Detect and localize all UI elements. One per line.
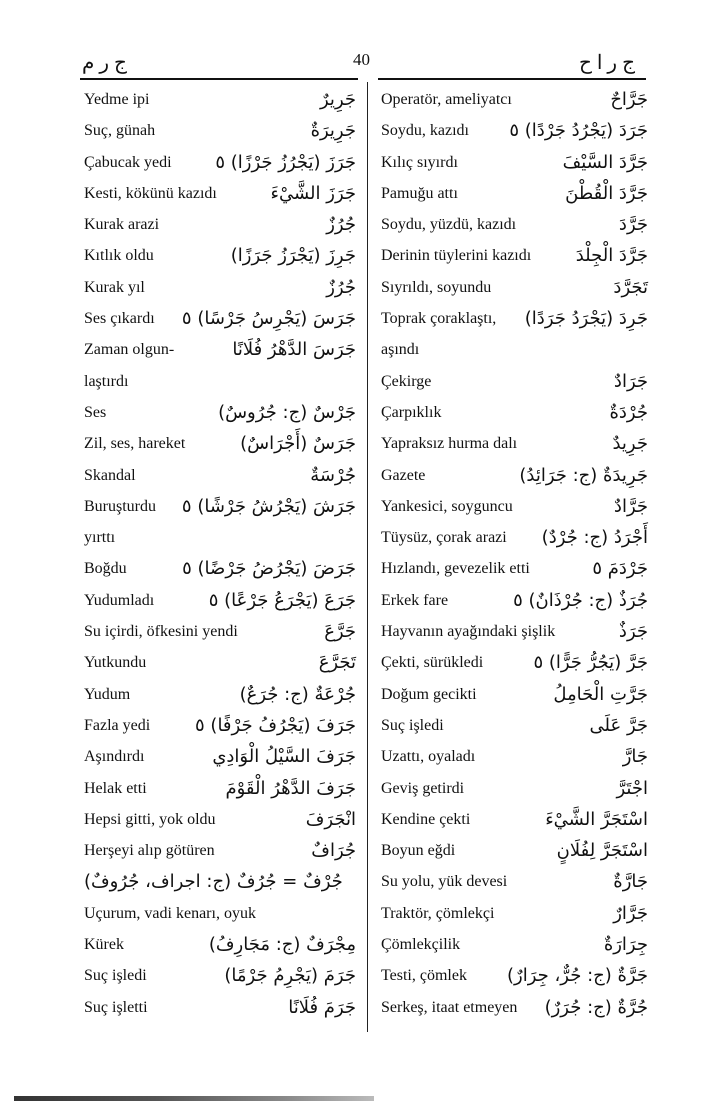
left-column [84, 84, 356, 1023]
arabic-headword: جَرَّةٌ (ج: جُرٌّ، جِرَارٌ) [506, 965, 648, 987]
turkish-meaning: Kurak yıl [84, 278, 145, 296]
arabic-headword: جَرَمَ فُلَانًا [288, 996, 356, 1018]
dictionary-entry [381, 303, 648, 334]
dictionary-entry [381, 209, 648, 240]
dictionary-entry [381, 460, 648, 491]
arabic-headword: جَرَشَ (يَجْرُشُ جَرْشًا) ٥ [181, 495, 356, 517]
arabic-headword: مِجْرَفٌ (ج: مَجَارِفُ) [208, 934, 356, 956]
dictionary-entry [381, 272, 648, 303]
dictionary-entry [84, 209, 356, 240]
dictionary-entry [84, 115, 356, 146]
dictionary-entry [84, 616, 356, 647]
dictionary-entry [84, 240, 356, 271]
dictionary-entry [84, 147, 356, 178]
turkish-meaning: Testi, çömlek [381, 967, 467, 985]
arabic-headword: جُرُزٌ [326, 214, 356, 236]
turkish-meaning: yırttı [84, 529, 116, 547]
arabic-headword: جَارَّةٌ [613, 871, 648, 893]
turkish-meaning: Çabucak yedi [84, 153, 172, 171]
page-number: 40 [353, 50, 370, 69]
header-rule-right [378, 78, 646, 80]
arabic-headword: جُرْدَةٌ [609, 401, 648, 423]
dictionary-entry [381, 804, 648, 835]
turkish-meaning: Çarpıklık [381, 403, 442, 421]
turkish-meaning: Yapraksız hurma dalı [381, 435, 518, 453]
turkish-meaning: Suç işledi [381, 716, 444, 734]
dictionary-entry [84, 585, 356, 616]
turkish-meaning: laştırdı [84, 372, 129, 390]
dictionary-entry [84, 84, 356, 115]
arabic-headword: جَرْسٌ (ج: جُرُوسٌ) [218, 401, 356, 423]
scan-edge-artifact [14, 1096, 374, 1101]
dictionary-entry [381, 585, 648, 616]
arabic-headword: جَرَسٌ (أَجْرَاسٌ) [240, 433, 356, 455]
dictionary-entry [381, 115, 648, 146]
arabic-headword: جَرَادٌ [613, 370, 648, 392]
turkish-meaning: Ses [84, 403, 107, 421]
turkish-meaning: Su yolu, yük devesi [381, 873, 508, 891]
turkish-meaning: Soydu, yüzdü, kazıdı [381, 216, 517, 234]
arabic-headword: جَرَّتِ الْحَامِلُ [553, 683, 648, 705]
turkish-meaning: Erkek fare [381, 591, 449, 609]
dictionary-entry [381, 960, 648, 991]
dictionary-entry [381, 992, 648, 1023]
dictionary-entry [381, 929, 648, 960]
arabic-headword: جَرَذٌ [618, 621, 648, 643]
arabic-headword: جَرِيرَةٌ [310, 120, 356, 142]
turkish-meaning: Uzattı, oyaladı [381, 748, 476, 766]
arabic-headword: جَرَعَ (يَجْرَعُ جَرْعًا) ٥ [208, 589, 356, 611]
turkish-meaning: Ses çıkardı [84, 310, 155, 328]
arabic-headword: جَرِدَ (يَجْرَدُ جَرَدًا) [524, 308, 648, 330]
dictionary-entry [84, 428, 356, 459]
column-divider [367, 82, 368, 1032]
arabic-headword: جَرْدَمَ ٥ [592, 558, 648, 580]
arabic-headword: جُرُزٌ [326, 276, 356, 298]
dictionary-entry [84, 522, 356, 553]
turkish-meaning: Aşındırdı [84, 748, 145, 766]
turkish-meaning: Yutkundu [84, 654, 147, 672]
turkish-meaning: Suç, günah [84, 122, 156, 140]
turkish-meaning: Doğum gecikti [381, 685, 477, 703]
turkish-meaning: Kılıç sıyırdı [381, 153, 458, 171]
dictionary-entry [381, 741, 648, 772]
dictionary-entry [84, 647, 356, 678]
turkish-meaning: aşındı [381, 341, 420, 359]
turkish-meaning: Fazla yedi [84, 716, 151, 734]
dictionary-entry [381, 616, 648, 647]
turkish-meaning: Kendine çekti [381, 810, 471, 828]
turkish-meaning: Kurak arazi [84, 216, 160, 234]
arabic-headword: جَرَّ عَلَى [589, 714, 648, 736]
arabic-headword: اسْتَجَرَّ لِفُلَانٍ [556, 840, 648, 862]
turkish-meaning: Çömlekçilik [381, 936, 461, 954]
turkish-meaning: Pamuğu attı [381, 184, 458, 202]
turkish-meaning: Hızlandı, gevezelik etti [381, 560, 530, 578]
dictionary-entry [381, 553, 648, 584]
arabic-headword: جُرَّةٌ (ج: جُرَرٌ) [544, 996, 648, 1018]
dictionary-entry [84, 710, 356, 741]
arabic-headword: جُرَافٌ [311, 840, 356, 862]
dictionary-entry [84, 741, 356, 772]
arabic-headword: جَرَسَ الدَّهْرُ فُلَانًا [232, 339, 356, 361]
turkish-meaning: Herşeyi alıp götüren [84, 842, 215, 860]
dictionary-entry [84, 303, 356, 334]
turkish-meaning: Kıtlık oldu [84, 247, 154, 265]
right-column [381, 84, 648, 1023]
turkish-meaning: Zil, ses, hareket [84, 435, 186, 453]
turkish-meaning: Tüysüz, çorak arazi [381, 529, 507, 547]
turkish-meaning: Yudum [84, 685, 131, 703]
arabic-headword: جِرَارَةٌ [603, 934, 648, 956]
header-root-letters-left: ج ر م [82, 52, 127, 74]
arabic-headword: تَجَرَّعَ [318, 652, 356, 674]
dictionary-entry [84, 553, 356, 584]
turkish-meaning: Yankesici, soyguncu [381, 497, 513, 515]
dictionary-entry [84, 992, 356, 1023]
turkish-meaning: Hayvanın ayağındaki şişlik [381, 623, 556, 641]
arabic-headword: جَرَدَ (يَجْرُدُ جَرْدًا) ٥ [509, 120, 648, 142]
dictionary-entry [84, 366, 356, 397]
turkish-meaning: Uçurum, vadi kenarı, oyuk [84, 904, 256, 922]
turkish-meaning: Kesti, kökünü kazıdı [84, 184, 217, 202]
arabic-headword: جُرْعَةٌ (ج: جُرَعٌ) [239, 683, 356, 705]
dictionary-entry [381, 428, 648, 459]
dictionary-entry [381, 679, 648, 710]
arabic-headword: جَرَزَ (يَجْرُزُ جَرْزًا) ٥ [215, 151, 356, 173]
dictionary-entry [84, 929, 356, 960]
turkish-meaning: Buruşturdu [84, 497, 156, 515]
turkish-meaning: Su içirdi, öfkesini yendi [84, 623, 238, 641]
dictionary-entry [381, 334, 648, 365]
turkish-meaning: Çekirge [381, 372, 432, 390]
arabic-headword: جَرَمَ (يَجْرِمُ جَرْمًا) [224, 965, 356, 987]
arabic-headword: جَرَّدَ الْجِلْدَ [575, 245, 648, 267]
turkish-meaning: Yudumladı [84, 591, 155, 609]
arabic-headword: جَارَّ [622, 746, 648, 768]
dictionary-entry [84, 866, 356, 897]
header-rule-left [80, 78, 358, 80]
arabic-headword: انْجَرَفَ [305, 808, 356, 830]
arabic-headword: أَجْرَدُ (ج: جُرْدٌ) [541, 527, 648, 549]
arabic-headword: جَرِيرٌ [320, 89, 356, 110]
dictionary-entry [84, 898, 356, 929]
dictionary-entry [381, 84, 648, 115]
arabic-headword: جَرَّاحٌ [610, 89, 648, 110]
turkish-meaning: Traktör, çömlekçi [381, 904, 495, 922]
arabic-headword: جَرَزَ الشَّيْءَ [270, 182, 356, 204]
arabic-headword: جَرَفَ الدَّهْرُ الْقَوْمَ [225, 777, 356, 799]
arabic-headword: اجْتَرَّ [616, 777, 648, 799]
turkish-meaning: Suç işletti [84, 998, 148, 1016]
arabic-headword: جَرَّارٌ [613, 902, 648, 924]
arabic-headword: جَرَّعَ [324, 621, 356, 643]
turkish-meaning: Hepsi gitti, yok oldu [84, 810, 216, 828]
dictionary-entry [84, 178, 356, 209]
dictionary-entry [381, 240, 648, 271]
turkish-meaning: Sıyrıldı, soyundu [381, 278, 492, 296]
dictionary-entry [84, 491, 356, 522]
arabic-headword: جَرِزَ (يَجْرَزُ جَرَزًا) [230, 245, 356, 267]
turkish-meaning: Yedme ipi [84, 91, 150, 108]
turkish-meaning: Gazete [381, 466, 426, 484]
dictionary-entry [381, 147, 648, 178]
arabic-headword: جَرَّدَ الْقُطْنَ [565, 182, 648, 204]
turkish-meaning: Çekti, sürükledi [381, 654, 484, 672]
turkish-meaning: Helak etti [84, 779, 147, 797]
dictionary-entry [381, 397, 648, 428]
turkish-meaning: Toprak çoraklaştı, [381, 310, 497, 328]
arabic-headword: تَجَرَّدَ [613, 276, 648, 298]
turkish-meaning: Kürek [84, 936, 124, 954]
dictionary-entry [381, 647, 648, 678]
turkish-meaning: Soydu, kazıdı [381, 122, 469, 140]
arabic-headword: جَرَّ (يَجُرُّ جَرًّا) ٥ [533, 652, 648, 674]
arabic-headword: جُرْفٌ = جُرُفٌ (ج: اجراف، جُرُوفٌ) [84, 871, 343, 893]
arabic-headword: جَرِيدٌ [612, 433, 648, 455]
turkish-meaning: Skandal [84, 466, 136, 484]
arabic-headword: جَرَفَ السَّيْلُ الْوَادِي [212, 746, 356, 768]
arabic-headword: جَرَّدَ السَّيْفَ [562, 151, 648, 173]
arabic-headword: جَرَّدَ [618, 214, 648, 236]
dictionary-entry [381, 522, 648, 553]
dictionary-entry [84, 460, 356, 491]
dictionary-entry [84, 334, 356, 365]
arabic-headword: اسْتَجَرَّ الشَّيْءَ [545, 808, 648, 830]
dictionary-entry [381, 491, 648, 522]
arabic-headword: جُرْسَةٌ [310, 464, 356, 486]
arabic-headword: جَرَسَ (يَجْرِسُ جَرْسًا) ٥ [181, 308, 356, 330]
dictionary-entry [381, 898, 648, 929]
turkish-meaning: Derinin tüylerini kazıdı [381, 247, 532, 265]
turkish-meaning: Zaman olgun- [84, 341, 175, 359]
turkish-meaning: Geviş getirdi [381, 779, 465, 797]
dictionary-entry [381, 366, 648, 397]
dictionary-entry [84, 679, 356, 710]
dictionary-entry [381, 710, 648, 741]
dictionary-entry [381, 773, 648, 804]
arabic-headword: جَرَفَ (يَجْرُفُ جَرْفًا) ٥ [195, 714, 356, 736]
dictionary-entry [84, 960, 356, 991]
dictionary-entry [381, 835, 648, 866]
arabic-headword: جَرِيدَةٌ (ج: جَرَائِدُ) [519, 464, 648, 486]
header-root-letters-right: ج ر ا ح [578, 52, 635, 74]
arabic-headword: جَرَّادٌ [613, 495, 648, 517]
dictionary-entry [84, 272, 356, 303]
dictionary-entry [381, 866, 648, 897]
dictionary-entry [84, 804, 356, 835]
turkish-meaning: Boyun eğdi [381, 842, 456, 860]
dictionary-entry [84, 835, 356, 866]
dictionary-entry [84, 397, 356, 428]
dictionary-entry [84, 773, 356, 804]
arabic-headword: جُرَذٌ (ج: جُرْذَانٌ) ٥ [513, 589, 648, 611]
turkish-meaning: Suç işledi [84, 967, 147, 985]
arabic-headword: جَرَضَ (يَجْرُضُ جَرْضًا) ٥ [182, 558, 356, 580]
turkish-meaning: Serkeş, itaat etmeyen [381, 998, 518, 1016]
turkish-meaning: Operatör, ameliyatcı [381, 91, 512, 108]
dictionary-entry [381, 178, 648, 209]
turkish-meaning: Boğdu [84, 560, 127, 578]
